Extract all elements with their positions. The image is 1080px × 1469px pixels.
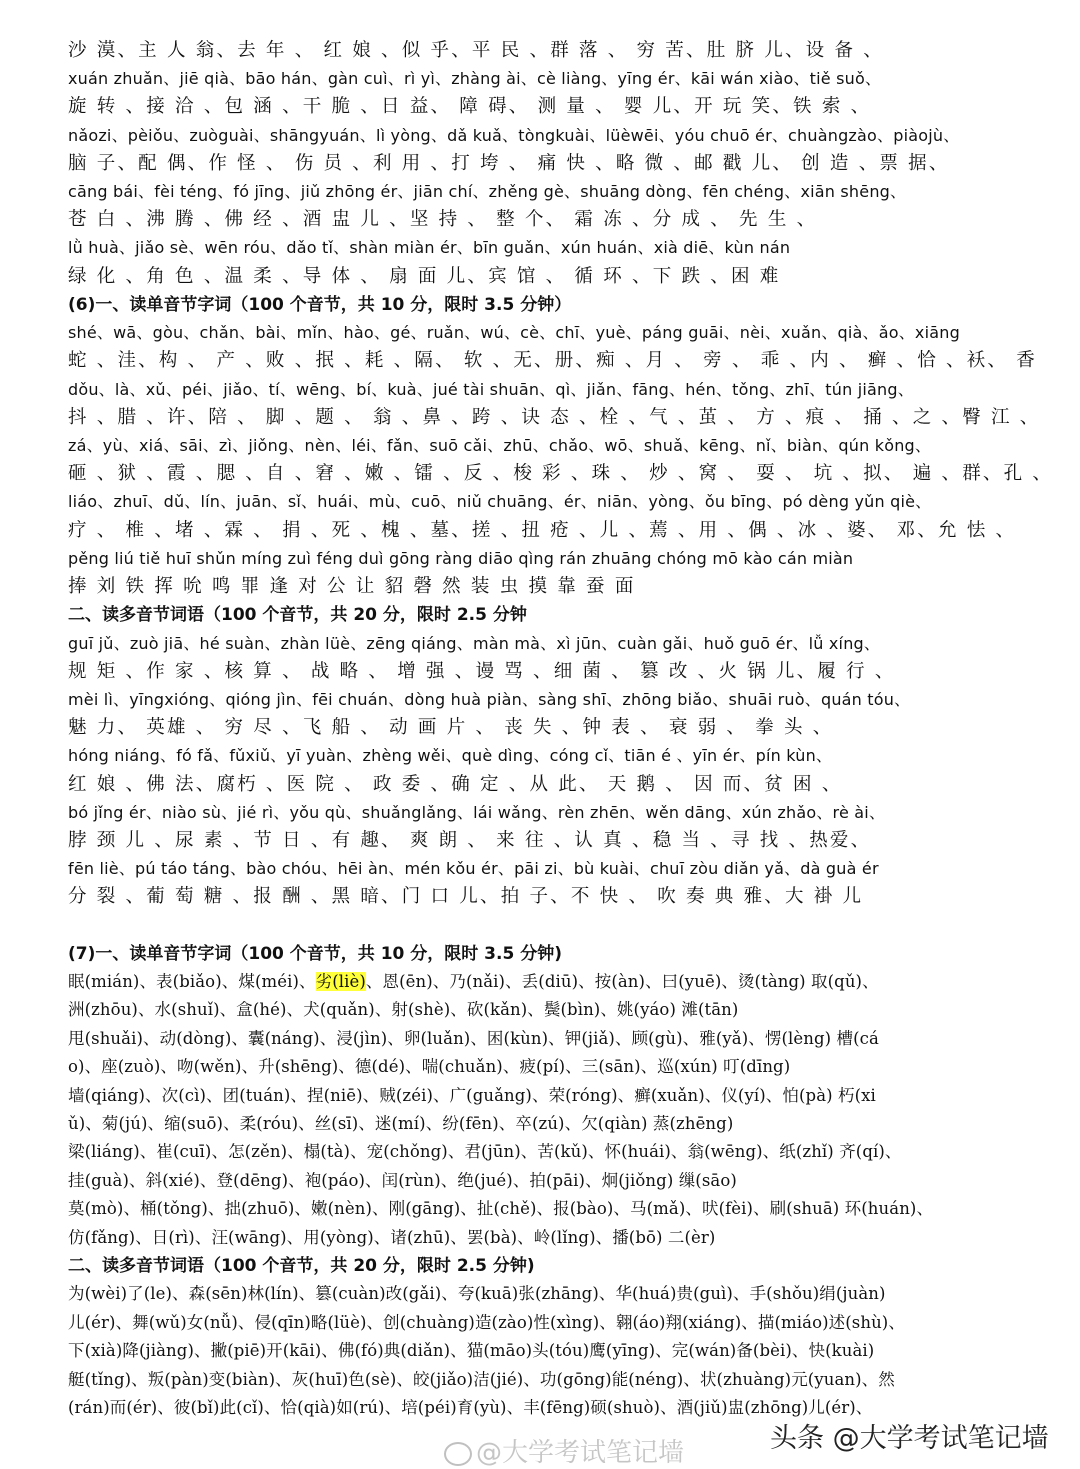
pinyin-line: dǒu、là、xǔ、péi、jiǎo、tí、wēng、bí、kuà、jué tài shuān、qì、jiǎn、fāng、hén、tǒng、zhī、tún jiāng、 — [68, 379, 914, 399]
char-pinyin-line: 为(wèi)了(le)、森(sēn)林(lín)、篡(cuàn)改(gǎi)、夸(kuā)张(zhāng)、华(huá)贵(guì)、手(shǒu)绢(juàn) — [68, 1284, 886, 1304]
line-text: 、恩(ēn)、乃(nǎi)、丢(diū)、按(àn)、曰(yuē)、烫(tàng) 取(qǔ)、 — [365, 972, 879, 991]
pinyin-line: pěng liú tiě huī shǔn míng zuì féng duì gōng ràng diāo qìng rán zhuāng chóng mō kào cán miàn — [68, 548, 854, 568]
hanzi-line: 绿 化 、角 色 、温 柔 、导 体 、 扇 面 儿、宾 馆 、 循 环 、下 跌 、困 难 — [68, 265, 781, 287]
char-pinyin-line: 甩(shuǎi)、动(dòng)、囊(náng)、浸(jìn)、卵(luǎn)、困(kùn)、钾(jiǎ)、顾(gù)、雅(yǎ)、愣(lèng) 槽(cá — [68, 1028, 879, 1048]
hanzi-line: 脖 颈 儿 、尿 素 、节 日 、有 趣、 爽 朗 、 来 往 、认 真 、稳 当 、寻 找 、热爱、 — [68, 830, 872, 851]
hanzi-line: 疗 、 椎 、堵 、霖 、 捐 、死 、槐 、墓、搓 、扭 疮 、儿 、蔫 、用 、偶 、冰 、婆、 邓、允 怯 、 — [68, 519, 1017, 541]
hanzi-line: 捧 刘 铁 挥 吮 鸣 罪 逢 对 公 让 貂 磬 然 装 虫 摸 靠 蚕 面 — [68, 576, 636, 597]
hanzi-line: 沙 漠、主 人 翁、去 年 、 红 娘 、似 乎、平 民 、群 落 、 穷 苦、肚 脐 儿、设 备 、 — [68, 40, 884, 61]
char-pinyin-line: o)、座(zuò)、吻(wěn)、升(shēng)、德(dé)、喘(chuǎn)、疲(pí)、三(sān)、巡(xún) 叮(dīng) — [68, 1057, 791, 1077]
char-pinyin-line: 挂(guà)、斜(xié)、登(dēng)、袍(páo)、闰(rùn)、绝(jué)、拍(pāi)、炯(jiǒng) 缫(sāo) — [68, 1170, 737, 1190]
char-pinyin-line: 儿(ér)、舞(wǔ)女(nǚ)、侵(qīn)略(lüè)、创(chuàng)造(zào)性(xìng)、翱(áo)翔(xiáng)、描(miáo)述(shù)、 — [68, 1312, 905, 1332]
char-pinyin-line: 墙(qiáng)、次(cì)、团(tuán)、捏(niē)、贼(zéi)、广(guǎng)、荣(róng)、癣(xuǎn)、仪(yí)、怕(pà) 朽(xi — [68, 1085, 876, 1105]
pinyin-line: hóng niáng、fó fǎ、fǔxiǔ、yī yuàn、zhèng wěi、què dìng、cóng cǐ、tiān é 、yīn ér、pín kùn、 — [68, 746, 833, 766]
pinyin-line: bó jǐng ér、niào sù、jié rì、yǒu qù、shuǎnglǎng、lái wǎng、rèn zhēn、wěn dāng、xún zhǎo、rè ài、 — [68, 802, 886, 822]
pinyin-line: zá、yù、xiá、sāi、zì、jiǒng、nèn、léi、fǎn、suō cǎi、zhū、chǎo、wō、shuǎ、kēng、nǐ、biàn、qún kǒng、 — [68, 436, 932, 455]
section-heading: 二、读多音节词语（100 个音节，共 20 分，限时 2.5 分钟 — [68, 605, 527, 626]
char-pinyin-line: 艇(tǐng)、叛(pàn)变(biàn)、灰(huī)色(sè)、皎(jiǎo)洁(jié)、功(gōng)能(néng)、状(zhuàng)元(yuan)、然 — [68, 1369, 895, 1389]
pinyin-line: cāng bái、fèi téng、fó jīng、jiǔ zhōng ér、jiān chí、zhěng gè、shuāng dòng、fēn chéng、xiān shēng、 — [68, 182, 907, 201]
hanzi-line: 抖 、腊 、许、陪 、 脚 、题 、 翁 、鼻 、跨 、诀 态 、栓 、气 、茧 、 方 、痕 、 捅 、之 、臀 江 、 — [68, 406, 1041, 428]
hanzi-line: 脑 子、配 偶、作 怪 、 伤 员 、利 用 、打 垮 、 痛 快 、略 微 、邮 戳 儿、 创 造 、票 据、 — [68, 152, 950, 174]
weibo-logo-icon — [444, 1442, 472, 1466]
char-pinyin-line: (rán)而(ér)、彼(bǐ)此(cǐ)、恰(qià)如(rú)、培(péi)育(yù)、丰(fēng)硕(shuò)、酒(jiǔ)盅(zhōng)儿(ér)、 — [68, 1398, 873, 1417]
char-pinyin-line: 莫(mò)、桶(tǒng)、拙(zhuō)、嫩(nèn)、刚(gāng)、扯(chě)、报(bào)、马(mǎ)、吠(fèi)、刷(shuā) 环(huán)、 — [68, 1199, 934, 1219]
char-pinyin-line: ǔ)、菊(jú)、缩(suō)、柔(róu)、丝(sī)、迷(mí)、纷(fēn)、卒(zú)、欠(qiàn) 蒸(zhēng) — [68, 1114, 734, 1133]
section-heading: (6)一、读单音节字词（100 个音节，共 10 分，限时 3.5 分钟） — [68, 294, 572, 315]
pinyin-line: liáo、zhuī、dǔ、lín、juān、sǐ、huái、mù、cuō、niǔ chuāng、ér、niān、yòng、ǒu bīng、pó dèng yǔn qiè、 — [68, 492, 932, 512]
pinyin-line: fēn liè、pú táo táng、bào chóu、hēi àn、mén kǒu ér、pāi zi、bù kuài、chuī zòu diǎn yǎ、dà guà ér — [68, 859, 879, 879]
hanzi-line: 规 矩 、作 家 、核 算 、 战 略 、 增 强 、谩 骂 、细 菌 、 篡 改 、火 锅 儿、履 行 、 — [68, 660, 896, 682]
char-pinyin-line: 梁(liáng)、崔(cuī)、怎(zěn)、榻(tà)、宠(chǒng)、君(jūn)、苦(kǔ)、怀(huái)、翁(wēng)、纸(zhǐ) 齐(qí)、 — [68, 1142, 902, 1162]
pinyin-line: nǎozi、pèiǒu、zuòguài、shāngyuán、lì yòng、dǎ kuǎ、tòngkuài、lüèwēi、yóu chuō ér、chuàngzào、piàojù、 — [68, 125, 960, 145]
hanzi-line: 分 裂 、葡 萄 糖 、报 酬 、黑 暗、门 口 儿、拍 子、不 快 、 吹 奏 典 雅、大 褂 儿 — [68, 886, 864, 908]
char-pinyin-line — [68, 969, 1066, 995]
hanzi-line: 魅 力、 英雄 、 穷 尽 、飞 船 、 动 画 片 、 丧 失 、钟 表 、 衰 弱 、 拳 头 、 — [68, 717, 834, 739]
line-text: 眠(mián)、表(biǎo)、煤(méi)、 — [68, 972, 316, 991]
pinyin-line: mèi lì、yīngxióng、qióng jìn、fēi chuán、dòng huà piàn、sàng shī、zhōng biǎo、shuāi ruò、quán tóu、 — [68, 690, 911, 709]
char-pinyin-line: 下(xià)降(jiàng)、撇(piē)开(kāi)、佛(fó)典(diǎn)、猫(māo)头(tóu)鹰(yīng)、完(wán)备(bèi)、快(kuài) — [68, 1341, 875, 1361]
highlighted-word: 劣(liè) — [315, 972, 366, 991]
hanzi-line: 砸 、狱 、霞 、腮 、自 、窘 、嫩 、镭 、反 、梭 彩 、珠 、 炒 、窝 、 耍 、 坑 、拟、 遍 、群、孔 、 — [68, 463, 1054, 485]
pinyin-line: lǜ huà、jiǎo sè、wēn róu、dǎo tǐ、shàn miàn ér、bīn guǎn、xún huán、xià diē、kùn nán — [68, 238, 791, 258]
pinyin-line: shé、wā、gòu、chǎn、bài、mǐn、hào、gé、ruǎn、wú、cè、chī、yuè、páng guāi、nèi、xuǎn、qià、ǎo、xiāng — [68, 323, 960, 343]
pinyin-line: xuán zhuǎn、jiē qià、bāo hán、gàn cuì、rì yì、zhàng ài、cè liàng、yīng ér、kāi wán xiào、tiě suǒ、 — [68, 69, 882, 89]
hanzi-line: 红 娘 、佛 法、腐朽 、医 院 、 政 委 、确 定 、从 此、 天 鹅 、 因 而、贫 困 、 — [68, 773, 843, 795]
pinyin-line: guī jǔ、zuò jiā、hé suàn、zhàn lüè、zēng qiáng、màn mà、xì jūn、cuàn gǎi、huǒ guō ér、lǚ xíng、 — [68, 633, 881, 653]
toutiao-watermark: 头条 @大学考试笔记墙 — [770, 1423, 1049, 1454]
char-pinyin-line: 洲(zhōu)、水(shuǐ)、盒(hé)、犬(quǎn)、射(shè)、砍(kǎn)、鬓(bìn)、姚(yáo) 滩(tān) — [68, 1000, 739, 1020]
hanzi-line: 蛇 、洼、构 、 产 、败 、抿 、耗 、隔、 软 、无、册、痴 、月 、 旁 、 乖 、内 、 癣 、恰 、袄、 香 — [68, 350, 1037, 372]
section-heading: 二、读多音节词语（100 个音节，共 20 分，限时 2.5 分钟) — [68, 1256, 535, 1276]
section-heading: (7)一、读单音节字词（100 个音节，共 10 分，限时 3.5 分钟) — [68, 943, 562, 964]
weibo-watermark: @大学考试笔记墙 — [444, 1432, 684, 1469]
hanzi-line: 旋 转 、接 洽 、包 涵 、干 脆 、日 益、 障 碍、 测 量 、 婴 儿、开 玩 笑、铁 索 、 — [68, 96, 872, 118]
char-pinyin-line: 仿(fǎng)、日(rì)、汪(wāng)、用(yòng)、诸(zhū)、罢(bà)、岭(lǐng)、播(bō) 二(èr) — [68, 1227, 716, 1247]
hanzi-line: 苍 白 、沸 腾 、佛 经 、酒 盅 儿 、坚 持 、 整 个、 霜 冻 、分 成 、 先 生 、 — [68, 209, 818, 231]
